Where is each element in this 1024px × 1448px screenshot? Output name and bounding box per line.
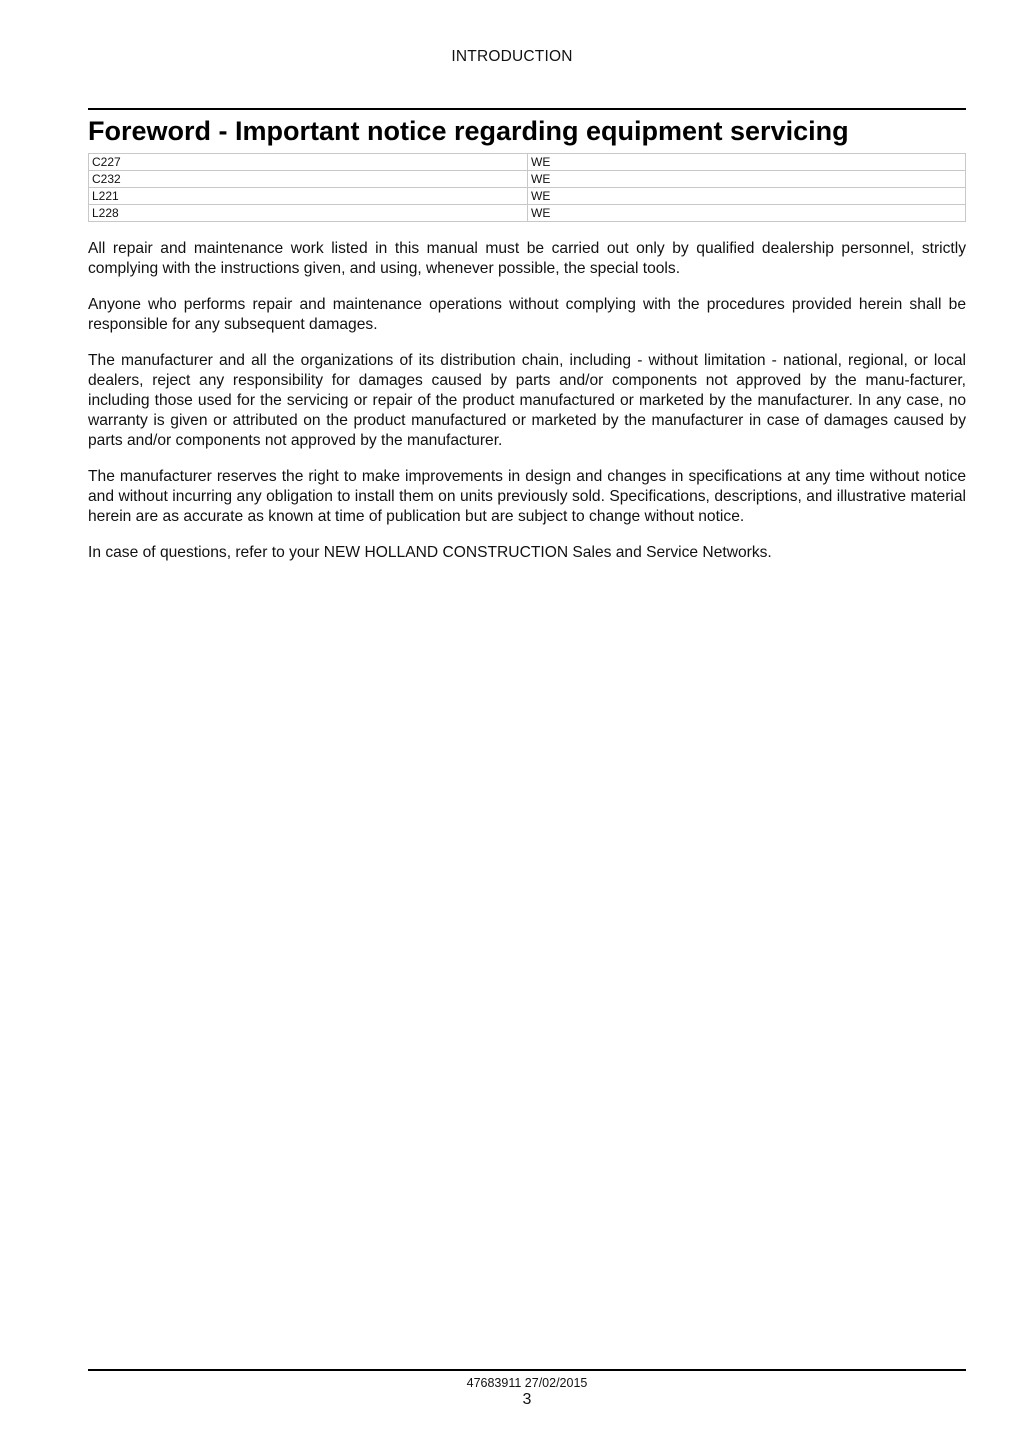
paragraph-responsibility: Anyone who performs repair and maintenance operations without complying with the procedures provided herein shall be responsible for any subsequent damages. — [88, 296, 966, 333]
region-cell: WE — [528, 171, 966, 188]
page-title: Foreword - Important notice regarding equipment servicing — [88, 116, 849, 146]
table-row — [89, 171, 966, 188]
region-cell: WE — [528, 188, 966, 205]
paragraph-disclaimer: The manufacturer and all the organizations of its distribution chain, including - without limitation - national, regional, or local dealers, reject any responsibility for damages caused by parts and/or components not approved by the manu-facturer, including those used for the servicing or repair of the product manufactured or marketed by the manufacturer. In any case, no warranty is given or attributed on the product manufactured or marketed by the manufacturer in case of damages caused by parts and/or components not approved by the manufacturer. — [88, 352, 966, 449]
table-row — [89, 154, 966, 171]
paragraph-questions: In case of questions, refer to your NEW HOLLAND CONSTRUCTION Sales and Service Networks. — [88, 544, 772, 561]
model-cell: C232 — [89, 171, 528, 188]
model-table — [88, 153, 966, 222]
page-header: INTRODUCTION — [451, 48, 573, 65]
document-code: 47683911 27/02/2015 — [466, 1376, 588, 1390]
paragraph-qualified-personnel: All repair and maintenance work listed in this manual must be carried out only by qualified dealership personnel, strictly complying with the instructions given, and using, whenever possible, the special tools. — [88, 240, 966, 277]
region-cell: WE — [528, 154, 966, 171]
table-row — [89, 205, 966, 222]
table-row — [89, 188, 966, 205]
model-cell: C227 — [89, 154, 528, 171]
bottom-divider — [88, 1369, 966, 1371]
model-cell: L228 — [89, 205, 528, 222]
top-divider — [88, 108, 966, 110]
region-cell: WE — [528, 205, 966, 222]
model-cell: L221 — [89, 188, 528, 205]
page-number: 3 — [522, 1391, 532, 1408]
body-text — [88, 239, 966, 579]
paragraph-changes: The manufacturer reserves the right to make improvements in design and changes in specifications at any time without notice and without incurring any obligation to install them on units previously sold. Specifications, descriptions, and illustrative material herein are as accurate as known at time of publication but are subject to change without notice. — [88, 468, 966, 525]
